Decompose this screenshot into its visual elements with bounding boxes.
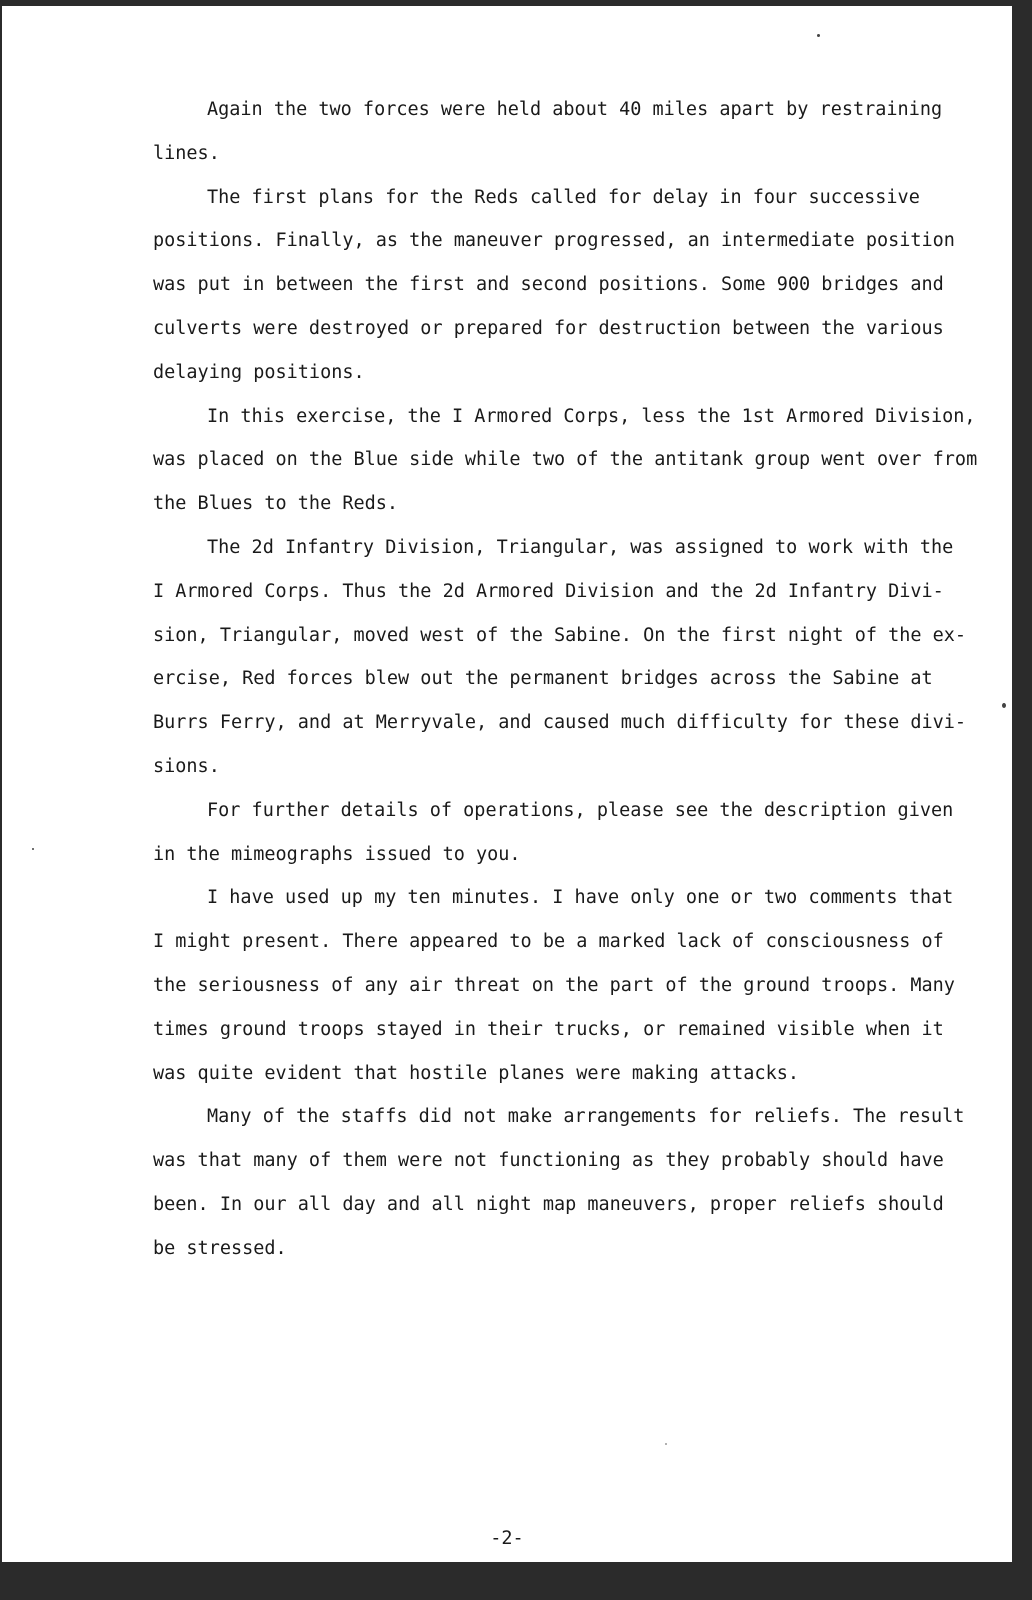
text-line: In this exercise, the I Armored Corps, less the 1st Armored Division, [207, 405, 976, 427]
text-line: was that many of them were not functioning as they probably should have [153, 1150, 944, 1172]
text-line: times ground troops stayed in their trucks, or remained visible when it [153, 1018, 944, 1040]
document-page [2, 6, 1012, 1562]
text-line: Burrs Ferry, and at Merryvale, and caused much difficulty for these divi- [153, 712, 967, 734]
text-line: lines. [153, 142, 220, 164]
page-number: -2- [490, 1528, 524, 1549]
text-line: was placed on the Blue side while two of the antitank group went over from [153, 449, 978, 471]
document-body [153, 88, 978, 1271]
text-line: the seriousness of any air threat on the part of the ground troops. Many [153, 974, 955, 996]
text-line: The first plans for the Reds called for delay in four successive [207, 186, 920, 208]
text-line: culverts were destroyed or prepared for destruction between the various [153, 317, 944, 339]
text-line: ercise, Red forces blew out the permanent bridges across the Sabine at [153, 668, 933, 690]
scan-speck [1002, 703, 1006, 708]
text-line: positions. Finally, as the maneuver progressed, an intermediate position [153, 230, 955, 252]
scan-speck [817, 34, 820, 37]
text-line: I might present. There appeared to be a marked lack of consciousness of [153, 931, 944, 953]
scan-speck [32, 848, 34, 850]
text-line: was put in between the first and second positions. Some 900 bridges and [153, 274, 944, 296]
text-line: For further details of operations, please see the description given [207, 799, 954, 821]
text-line: be stressed. [153, 1237, 287, 1259]
text-line: in the mimeographs issued to you. [153, 843, 521, 865]
text-line: I Armored Corps. Thus the 2d Armored Division and the 2d Infantry Divi- [153, 580, 944, 602]
text-line: the Blues to the Reds. [153, 493, 399, 515]
text-line: The 2d Infantry Division, Triangular, was assigned to work with the [207, 536, 954, 558]
text-line: Again the two forces were held about 40 miles apart by restraining [207, 99, 943, 120]
text-line: sion, Triangular, moved west of the Sabine. On the first night of the ex- [153, 624, 967, 646]
text-line: was quite evident that hostile planes were making attacks. [153, 1062, 800, 1084]
text-line: Many of the staffs did not make arrangements for reliefs. The result [207, 1106, 965, 1128]
text-line: been. In our all day and all night map maneuvers, proper reliefs should [153, 1193, 944, 1215]
text-line: I have used up my ten minutes. I have only one or two comments that [207, 887, 954, 909]
text-line: delaying positions. [153, 361, 365, 383]
text-line: sions. [153, 755, 220, 777]
scan-speck [665, 1443, 667, 1445]
